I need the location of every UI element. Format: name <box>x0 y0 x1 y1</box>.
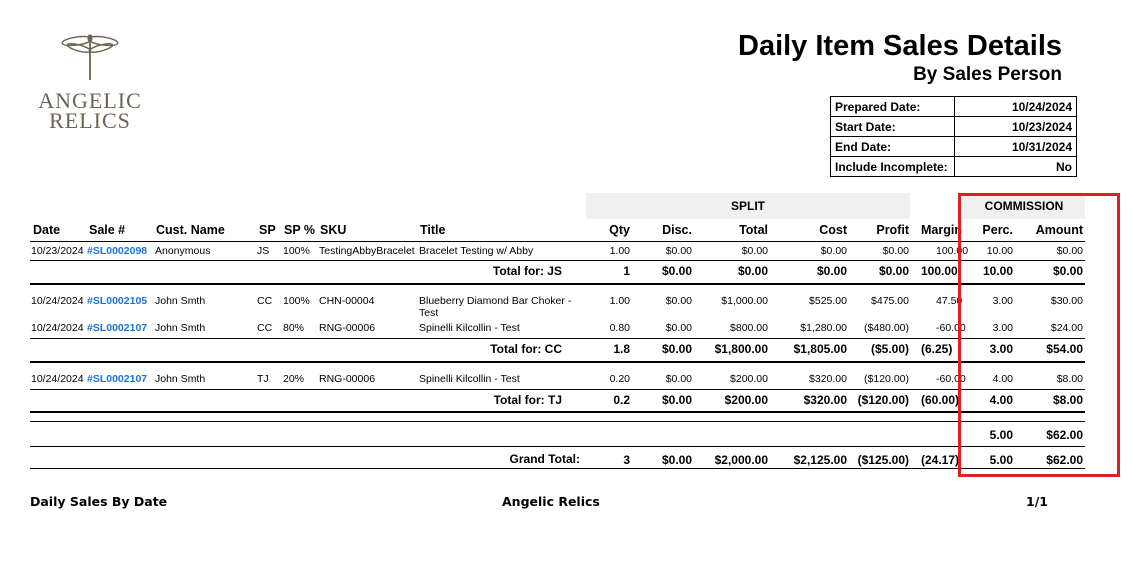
col-sp: SP <box>259 223 276 237</box>
logo-line-2: RELICS <box>49 108 131 133</box>
grand-profit: ($125.00) <box>857 453 909 467</box>
col-title: Title <box>420 223 446 237</box>
row-cust: Anonymous <box>155 245 211 257</box>
col-perc: Perc. <box>982 223 1013 237</box>
col-margin: Margin <box>921 223 962 237</box>
include-incomplete-value: No <box>955 157 1077 177</box>
row-cust: John Smth <box>155 295 206 307</box>
row-amount: $8.00 <box>1056 373 1083 385</box>
prepared-date-label: Prepared Date: <box>831 97 955 117</box>
grand-amount: $62.00 <box>1046 453 1083 467</box>
grand-margin: (24.17) <box>921 453 960 467</box>
row-sku: RNG-00006 <box>319 322 376 334</box>
footer-report-name: Daily Sales By Date <box>30 494 168 509</box>
row-disc: $0.00 <box>665 295 692 307</box>
col-sale: Sale # <box>89 223 126 237</box>
row-sppct: 80% <box>283 322 305 334</box>
row-profit: ($120.00) <box>864 373 909 385</box>
row-sp: CC <box>257 295 273 307</box>
start-date-label: Start Date: <box>831 117 955 137</box>
row-margin: -60.00 <box>936 322 966 334</box>
row-sku: CHN-00004 <box>319 295 375 307</box>
row-sp: CC <box>257 322 273 334</box>
col-amount: Amount <box>1035 223 1083 237</box>
subtotal-profit: ($5.00) <box>870 342 909 356</box>
subtotal-qty: 0.2 <box>613 393 630 407</box>
rule <box>30 260 1085 261</box>
subtotal-label: Total for: JS <box>492 264 562 278</box>
row-profit: $475.00 <box>871 295 909 307</box>
row-margin: -60.00 <box>936 373 966 385</box>
row-qty: 0.20 <box>609 373 630 385</box>
row-perc: 10.00 <box>986 245 1013 257</box>
subtotal-cost: $0.00 <box>816 264 847 278</box>
subtotal-disc: $0.00 <box>661 342 692 356</box>
subtotal-perc: 3.00 <box>989 342 1013 356</box>
row-cost: $525.00 <box>809 295 847 307</box>
subtotal-perc: 10.00 <box>982 264 1013 278</box>
row-margin: 100.00 <box>936 245 969 257</box>
row-qty: 1.00 <box>609 245 630 257</box>
row-cust: John Smth <box>155 322 206 334</box>
summary-amount: $62.00 <box>1046 428 1083 442</box>
row-date: 10/24/2024 <box>31 322 84 334</box>
report-parameters <box>830 96 1077 177</box>
row-cust: John Smth <box>155 373 206 385</box>
col-disc: Disc. <box>662 223 692 237</box>
prepared-date-value: 10/24/2024 <box>955 97 1077 117</box>
row-disc: $0.00 <box>665 373 692 385</box>
subtotal-label: Total for: TJ <box>493 393 562 407</box>
row-perc: 3.00 <box>992 322 1013 334</box>
col-qty: Qty <box>609 223 630 237</box>
subtotal-total: $0.00 <box>737 264 768 278</box>
row-sku: RNG-00006 <box>319 373 376 385</box>
row-sale[interactable]: #SL0002098 <box>87 245 148 257</box>
subtotal-amount: $0.00 <box>1052 264 1083 278</box>
row-title: Spinelli Kilcollin - Test <box>419 373 520 385</box>
commission-highlight-box <box>958 193 1120 477</box>
row-date: 10/24/2024 <box>31 373 84 385</box>
subtotal-total: $1,800.00 <box>714 342 768 356</box>
col-date: Date <box>33 223 61 237</box>
rule <box>30 389 1085 390</box>
subtotal-qty: 1 <box>623 264 630 278</box>
row-sale[interactable]: #SL0002107 <box>87 322 148 334</box>
row-amount: $0.00 <box>1056 245 1083 257</box>
logo-line-1: ANGELIC <box>38 88 142 113</box>
row-sppct: 100% <box>283 245 310 257</box>
subtotal-label: Total for: CC <box>490 342 562 356</box>
row-sale[interactable]: #SL0002107 <box>87 373 148 385</box>
subtotal-perc: 4.00 <box>989 393 1013 407</box>
report-title: Daily Item Sales Details <box>738 30 1062 62</box>
dragonfly-icon <box>55 32 125 82</box>
include-incomplete-label: Include Incomplete: <box>831 157 955 177</box>
subtotal-disc: $0.00 <box>661 264 692 278</box>
subtotal-cost: $1,805.00 <box>793 342 847 356</box>
subtotal-margin: 100.00 <box>921 264 958 278</box>
company-logo <box>30 32 150 132</box>
row-profit: $0.00 <box>882 245 909 257</box>
row-total: $200.00 <box>730 373 768 385</box>
end-date-value: 10/31/2024 <box>955 137 1077 157</box>
row-sale[interactable]: #SL0002105 <box>87 295 148 307</box>
col-sp-pct: SP % <box>284 223 316 237</box>
split-group-label: SPLIT <box>730 199 765 213</box>
row-profit: ($480.00) <box>864 322 909 334</box>
row-margin: 47.50 <box>936 295 963 307</box>
report-subtitle: By Sales Person <box>913 64 1062 85</box>
end-date-label: End Date: <box>831 137 955 157</box>
subtotal-disc: $0.00 <box>661 393 692 407</box>
row-qty: 1.00 <box>609 295 630 307</box>
col-cust: Cust. Name <box>156 223 225 237</box>
row-cost: $1,280.00 <box>800 322 847 334</box>
rule <box>30 446 1085 447</box>
subtotal-total: $200.00 <box>724 393 768 407</box>
footer-company: Angelic Relics <box>502 494 600 509</box>
subtotal-profit: ($120.00) <box>857 393 909 407</box>
row-sppct: 20% <box>283 373 305 385</box>
row-title-continued: Test <box>419 307 439 319</box>
row-sp: JS <box>257 245 270 257</box>
row-date: 10/24/2024 <box>31 295 84 307</box>
row-title: Blueberry Diamond Bar Choker - <box>419 295 572 307</box>
start-date-value: 10/23/2024 <box>955 117 1077 137</box>
grand-cost: $2,125.00 <box>793 453 847 467</box>
row-amount: $24.00 <box>1050 322 1083 334</box>
rule <box>30 283 1085 285</box>
subtotal-amount: $8.00 <box>1052 393 1083 407</box>
row-sp: TJ <box>257 373 269 385</box>
col-profit: Profit <box>876 223 909 237</box>
grand-perc: 5.00 <box>989 453 1013 467</box>
grand-qty: 3 <box>623 453 630 467</box>
row-disc: $0.00 <box>665 245 692 257</box>
col-cost: Cost <box>819 223 847 237</box>
grand-disc: $0.00 <box>661 453 692 467</box>
row-disc: $0.00 <box>665 322 692 334</box>
rule <box>30 361 1085 363</box>
subtotal-margin: (60.00) <box>921 393 960 407</box>
subtotal-qty: 1.8 <box>613 342 630 356</box>
col-sku: SKU <box>320 223 347 237</box>
row-sku: TestingAbbyBracelet <box>319 245 415 257</box>
footer-page-number: 1/1 <box>1026 494 1048 509</box>
grand-total-label: Grand Total: <box>509 452 580 466</box>
col-total: Total <box>739 223 768 237</box>
row-sppct: 100% <box>283 295 310 307</box>
rule <box>30 411 1085 413</box>
row-amount: $30.00 <box>1050 295 1083 307</box>
row-cost: $0.00 <box>820 245 847 257</box>
row-title: Spinelli Kilcollin - Test <box>419 322 520 334</box>
grand-total: $2,000.00 <box>714 453 768 467</box>
row-title: Bracelet Testing w/ Abby <box>419 245 534 257</box>
rule <box>30 338 1085 339</box>
row-date: 10/23/2024 <box>31 245 84 257</box>
row-total: $800.00 <box>730 322 768 334</box>
summary-perc: 5.00 <box>989 428 1013 442</box>
commission-group-label: COMMISSION <box>984 199 1064 213</box>
subtotal-profit: $0.00 <box>878 264 909 278</box>
row-qty: 0.80 <box>609 322 630 334</box>
rule <box>30 241 1085 242</box>
subtotal-amount: $54.00 <box>1046 342 1083 356</box>
row-perc: 4.00 <box>992 373 1013 385</box>
subtotal-cost: $320.00 <box>803 393 847 407</box>
row-total: $1,000.00 <box>721 295 768 307</box>
subtotal-margin: (6.25) <box>921 342 953 356</box>
row-perc: 3.00 <box>992 295 1013 307</box>
rule <box>30 468 1085 469</box>
row-total: $0.00 <box>741 245 768 257</box>
rule <box>30 421 1085 422</box>
row-cost: $320.00 <box>809 373 847 385</box>
